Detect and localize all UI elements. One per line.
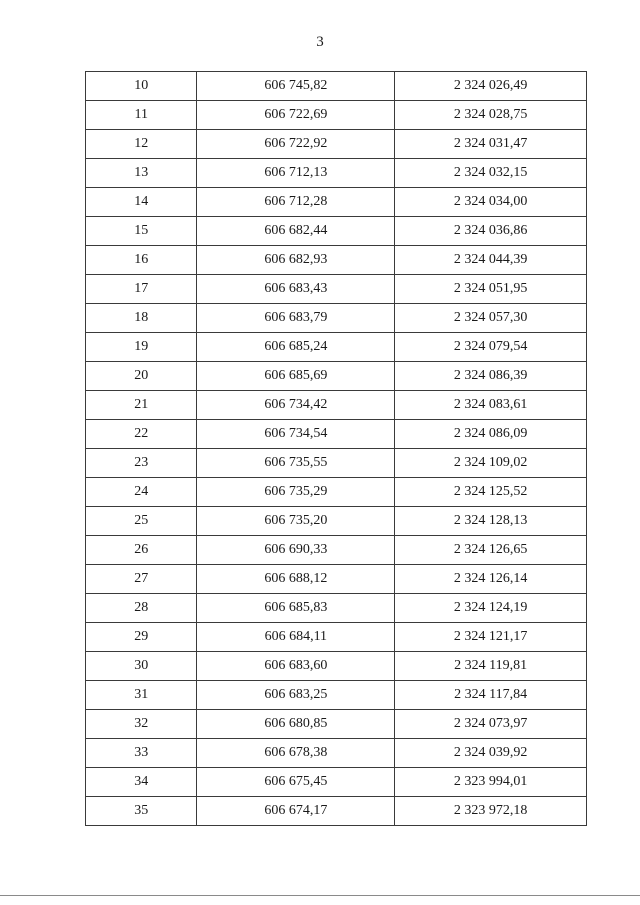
point-number-cell: 29 (86, 623, 197, 652)
point-number-cell: 25 (86, 507, 197, 536)
x-coordinate-cell: 606 734,42 (197, 391, 395, 420)
point-number-cell: 32 (86, 710, 197, 739)
y-coordinate-cell: 2 324 119,81 (395, 652, 587, 681)
point-number-cell: 33 (86, 739, 197, 768)
y-coordinate-cell: 2 324 031,47 (395, 130, 587, 159)
y-coordinate-cell: 2 324 079,54 (395, 333, 587, 362)
x-coordinate-cell: 606 734,54 (197, 420, 395, 449)
y-coordinate-cell: 2 324 126,14 (395, 565, 587, 594)
point-number-cell: 27 (86, 565, 197, 594)
x-coordinate-cell: 606 680,85 (197, 710, 395, 739)
table-row (86, 188, 587, 217)
y-coordinate-cell: 2 324 073,97 (395, 710, 587, 739)
table-row (86, 333, 587, 362)
x-coordinate-cell: 606 682,44 (197, 217, 395, 246)
table-row (86, 652, 587, 681)
table-row (86, 159, 587, 188)
table-row (86, 72, 587, 101)
table-row (86, 217, 587, 246)
point-number-cell: 24 (86, 478, 197, 507)
table-row (86, 391, 587, 420)
table-row (86, 594, 587, 623)
x-coordinate-cell: 606 745,82 (197, 72, 395, 101)
table-row (86, 304, 587, 333)
table-row (86, 420, 587, 449)
table-row (86, 739, 587, 768)
point-number-cell: 20 (86, 362, 197, 391)
x-coordinate-cell: 606 674,17 (197, 797, 395, 826)
table-row (86, 565, 587, 594)
table-row (86, 623, 587, 652)
y-coordinate-cell: 2 324 026,49 (395, 72, 587, 101)
point-number-cell: 11 (86, 101, 197, 130)
y-coordinate-cell: 2 324 126,65 (395, 536, 587, 565)
table-row (86, 797, 587, 826)
y-coordinate-cell: 2 324 083,61 (395, 391, 587, 420)
point-number-cell: 21 (86, 391, 197, 420)
point-number-cell: 28 (86, 594, 197, 623)
coordinates-table (85, 71, 587, 826)
table-row (86, 246, 587, 275)
x-coordinate-cell: 606 684,11 (197, 623, 395, 652)
point-number-cell: 18 (86, 304, 197, 333)
x-coordinate-cell: 606 675,45 (197, 768, 395, 797)
point-number-cell: 13 (86, 159, 197, 188)
point-number-cell: 23 (86, 449, 197, 478)
x-coordinate-cell: 606 678,38 (197, 739, 395, 768)
x-coordinate-cell: 606 688,12 (197, 565, 395, 594)
table-row (86, 449, 587, 478)
y-coordinate-cell: 2 324 032,15 (395, 159, 587, 188)
point-number-cell: 12 (86, 130, 197, 159)
table-row (86, 275, 587, 304)
y-coordinate-cell: 2 324 109,02 (395, 449, 587, 478)
point-number-cell: 35 (86, 797, 197, 826)
coordinates-table-body (86, 72, 587, 826)
x-coordinate-cell: 606 685,24 (197, 333, 395, 362)
y-coordinate-cell: 2 324 057,30 (395, 304, 587, 333)
x-coordinate-cell: 606 735,55 (197, 449, 395, 478)
table-row (86, 478, 587, 507)
x-coordinate-cell: 606 683,25 (197, 681, 395, 710)
x-coordinate-cell: 606 685,83 (197, 594, 395, 623)
page-number: 3 (316, 34, 324, 50)
y-coordinate-cell: 2 324 124,19 (395, 594, 587, 623)
point-number-cell: 31 (86, 681, 197, 710)
x-coordinate-cell: 606 735,29 (197, 478, 395, 507)
table-row (86, 507, 587, 536)
y-coordinate-cell: 2 324 086,09 (395, 420, 587, 449)
x-coordinate-cell: 606 735,20 (197, 507, 395, 536)
x-coordinate-cell: 606 683,79 (197, 304, 395, 333)
x-coordinate-cell: 606 690,33 (197, 536, 395, 565)
y-coordinate-cell: 2 324 034,00 (395, 188, 587, 217)
x-coordinate-cell: 606 722,92 (197, 130, 395, 159)
y-coordinate-cell: 2 324 125,52 (395, 478, 587, 507)
x-coordinate-cell: 606 683,43 (197, 275, 395, 304)
table-row (86, 362, 587, 391)
point-number-cell: 15 (86, 217, 197, 246)
y-coordinate-cell: 2 324 086,39 (395, 362, 587, 391)
point-number-cell: 16 (86, 246, 197, 275)
y-coordinate-cell: 2 324 044,39 (395, 246, 587, 275)
table-row (86, 130, 587, 159)
table-row (86, 768, 587, 797)
x-coordinate-cell: 606 712,28 (197, 188, 395, 217)
table-row (86, 101, 587, 130)
page-bottom-divider (0, 895, 640, 896)
x-coordinate-cell: 606 682,93 (197, 246, 395, 275)
y-coordinate-cell: 2 323 994,01 (395, 768, 587, 797)
point-number-cell: 14 (86, 188, 197, 217)
point-number-cell: 30 (86, 652, 197, 681)
x-coordinate-cell: 606 683,60 (197, 652, 395, 681)
point-number-cell: 19 (86, 333, 197, 362)
y-coordinate-cell: 2 324 039,92 (395, 739, 587, 768)
y-coordinate-cell: 2 323 972,18 (395, 797, 587, 826)
y-coordinate-cell: 2 324 051,95 (395, 275, 587, 304)
y-coordinate-cell: 2 324 128,13 (395, 507, 587, 536)
y-coordinate-cell: 2 324 121,17 (395, 623, 587, 652)
point-number-cell: 34 (86, 768, 197, 797)
point-number-cell: 10 (86, 72, 197, 101)
y-coordinate-cell: 2 324 028,75 (395, 101, 587, 130)
y-coordinate-cell: 2 324 036,86 (395, 217, 587, 246)
table-row (86, 681, 587, 710)
table-row (86, 536, 587, 565)
table-row (86, 710, 587, 739)
x-coordinate-cell: 606 722,69 (197, 101, 395, 130)
x-coordinate-cell: 606 685,69 (197, 362, 395, 391)
point-number-cell: 17 (86, 275, 197, 304)
y-coordinate-cell: 2 324 117,84 (395, 681, 587, 710)
point-number-cell: 22 (86, 420, 197, 449)
point-number-cell: 26 (86, 536, 197, 565)
x-coordinate-cell: 606 712,13 (197, 159, 395, 188)
